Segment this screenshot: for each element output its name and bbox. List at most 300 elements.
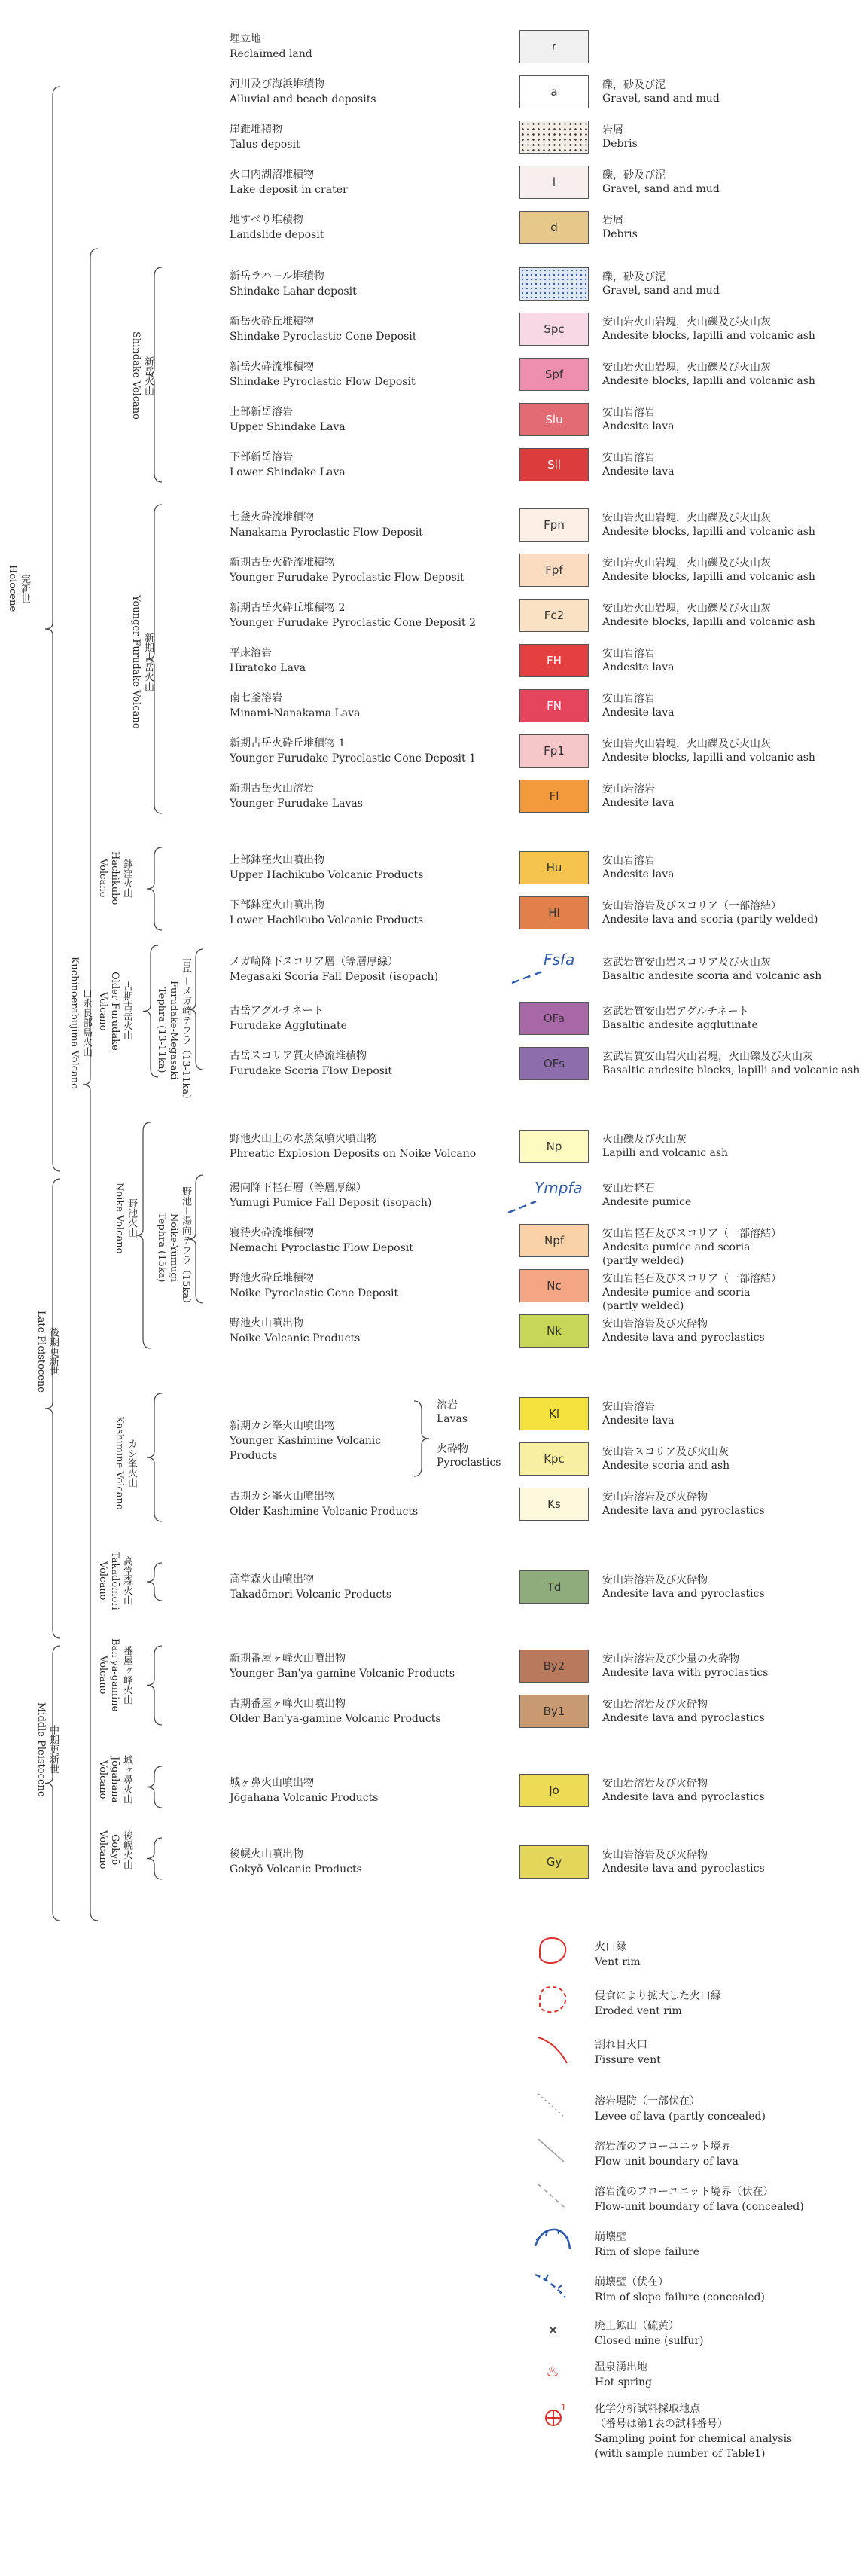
unit-name-ja: メガ崎降下スコリア層（等層厚線） xyxy=(230,956,398,968)
unit-name xyxy=(230,1489,516,1519)
unit-row-reclaimed xyxy=(0,30,865,66)
unit-name-ja: 崖錐堆積物 xyxy=(230,124,282,136)
svg-text:1: 1 xyxy=(561,2403,566,2413)
unit-name-ja: 高堂森火山噴出物 xyxy=(230,1573,314,1586)
unit-desc-en: Gravel, sand and mud xyxy=(602,183,720,195)
unit-desc xyxy=(602,78,862,105)
unit-desc-ja: 安山岩溶岩 xyxy=(602,452,655,464)
group-younger-furudake: 新期古岳火山 Younger Furudake Volcano xyxy=(130,595,154,729)
symbol-label xyxy=(595,1988,721,2019)
unit-box: Spf xyxy=(519,358,589,391)
unit-box: Sll xyxy=(519,448,589,481)
unit-desc xyxy=(602,899,862,926)
unit-name xyxy=(230,1003,516,1033)
unit-desc-en: Andesite lava xyxy=(602,868,675,881)
group-megasaki-tephra: 古岳－メガ崎テフラ（13-11ka） Furudake-Megasaki Tephra (13-11ka) xyxy=(156,957,191,1105)
unit-row-sll xyxy=(0,448,865,484)
unit-name-en: Alluvial and beach deposits xyxy=(230,93,376,105)
unit-box: Hu xyxy=(519,851,589,884)
unit-name-ja: 新期古岳火山溶岩 xyxy=(230,783,314,795)
symbol-text: Flow-unit boundary of lava (concealed) xyxy=(595,2201,804,2213)
unit-desc xyxy=(602,1491,862,1518)
unit-box xyxy=(519,267,589,301)
younger-kashimine-ja: 新期カシ峯火山噴出物 xyxy=(230,1420,335,1432)
closed-mine-icon xyxy=(547,2323,559,2339)
unit-desc-en: Gravel, sand and mud xyxy=(602,93,720,105)
younger-kashimine-en-1: Younger Kashimine Volcanic xyxy=(230,1435,382,1447)
unit-desc-ja: 安山岩軽石 xyxy=(602,1183,655,1195)
symbol-text: (with sample number of Table1) xyxy=(595,2448,766,2460)
unit-desc-en-2: (partly welded) xyxy=(602,1300,684,1312)
unit-name-en: Landslide deposit xyxy=(230,229,324,241)
symbol-text: （番号は第1表の試料番号） xyxy=(595,2418,728,2430)
group-middle-pleistocene: 中期更新世 Middle Pleistocene xyxy=(35,1702,59,1797)
levee-icon xyxy=(538,2094,564,2117)
unit-name xyxy=(230,1131,516,1161)
unit-row-np xyxy=(0,1130,865,1166)
unit-name-ja: 七釜火砕流堆積物 xyxy=(230,511,314,523)
unit-desc-en: Andesite blocks, lapilli and volcanic ash xyxy=(602,571,815,583)
symbol-text: 溶岩流のフローユニット境界（伏在） xyxy=(595,2186,774,2198)
unit-name-ja: 古岳アグルチネート xyxy=(230,1005,324,1017)
svg-text:♨: ♨ xyxy=(546,2362,559,2380)
pyro-ja: 火砕物 xyxy=(437,1443,468,1455)
unit-name xyxy=(230,212,516,243)
unit-box: By2 xyxy=(519,1650,589,1683)
unit-name-ja: 下部鉢窪火山噴出物 xyxy=(230,899,324,911)
unit-desc-ja: 安山岩溶岩 xyxy=(602,783,655,795)
unit-box: d xyxy=(519,211,589,244)
unit-name xyxy=(230,122,516,152)
unit-desc-en: Andesite lava xyxy=(602,1415,675,1427)
unit-desc xyxy=(602,511,862,539)
sampling-point-icon xyxy=(546,2403,566,2425)
unit-name xyxy=(230,691,516,721)
unit-desc xyxy=(602,1227,862,1268)
unit-name-en: Younger Ban'ya-gamine Volcanic Products xyxy=(230,1668,455,1680)
unit-desc-en: Andesite blocks, lapilli and volcanic ash xyxy=(602,616,815,628)
unit-desc-ja: 安山岩溶岩 xyxy=(602,407,655,419)
unit-box: OFs xyxy=(519,1047,589,1080)
unit-name-en: Reclaimed land xyxy=(230,48,312,60)
symbol-text: Closed mine (sulfur) xyxy=(595,2335,704,2347)
unit-name xyxy=(230,404,516,435)
unit-name-en: Yumugi Pumice Fall Deposit (isopach) xyxy=(230,1197,432,1209)
ympfa-label: Ympfa xyxy=(535,1179,583,1197)
unit-desc xyxy=(602,1653,862,1680)
symbol-label xyxy=(595,2184,804,2214)
unit-name xyxy=(230,1572,516,1602)
fsfa-label: Fsfa xyxy=(544,951,575,969)
unit-desc-ja: 安山岩溶岩及び少量の火砕物 xyxy=(602,1653,739,1665)
symbol-label xyxy=(595,2230,699,2260)
symbol-text: Rim of slope failure xyxy=(595,2246,700,2258)
unit-name xyxy=(230,1316,516,1346)
unit-name-ja: 新岳火砕丘堆積物 xyxy=(230,316,314,328)
unit-row-lahar xyxy=(0,267,865,304)
unit-box: Ks xyxy=(519,1488,589,1521)
unit-name xyxy=(230,167,516,197)
unit-box: Nk xyxy=(519,1314,589,1348)
unit-name-en: Younger Furudake Lavas xyxy=(230,798,363,810)
pyro-en: Pyroclastics xyxy=(437,1457,501,1469)
unit-name-ja: 新期古岳火砕丘堆積物 2 xyxy=(230,602,346,614)
unit-desc xyxy=(602,1133,862,1160)
unit-desc-en: Andesite lava xyxy=(602,797,675,809)
group-older-furudake: 古期古岳火山 Older Furudake Volcano xyxy=(97,972,132,1051)
symbol-text: Levee of lava (partly concealed) xyxy=(595,2111,766,2123)
group-banyagamine: 番屋ヶ峰火山 Ban'ya-gamine Volcano xyxy=(97,1638,132,1712)
svg-text:✕: ✕ xyxy=(547,2323,559,2339)
unit-box: Slu xyxy=(519,403,589,436)
unit-desc xyxy=(602,557,862,584)
unit-desc xyxy=(602,737,862,765)
fissure-vent-icon xyxy=(538,2037,567,2063)
lavas-en: Lavas xyxy=(437,1413,468,1425)
unit-name-en: Lower Hachikubo Volcanic Products xyxy=(230,914,424,926)
unit-desc-en: Andesite lava with pyroclastics xyxy=(602,1667,769,1679)
unit-desc xyxy=(602,956,862,983)
unit-name-en: Furudake Agglutinate xyxy=(230,1020,347,1032)
unit-name-en: Noike Pyroclastic Cone Deposit xyxy=(230,1287,399,1299)
unit-name-ja: 古期番屋ヶ峰火山噴出物 xyxy=(230,1698,346,1710)
unit-desc-en: Andesite pumice and scoria xyxy=(602,1241,751,1253)
unit-desc-en: Andesite lava xyxy=(602,465,675,478)
unit-name-en: Jōgahana Volcanic Products xyxy=(230,1792,379,1804)
unit-desc xyxy=(602,1182,862,1209)
unit-name-en: Lower Shindake Lava xyxy=(230,466,346,478)
unit-desc-ja: 安山岩溶岩 xyxy=(602,693,655,705)
unit-name xyxy=(230,1651,516,1681)
unit-box: Fpn xyxy=(519,508,589,542)
unit-name xyxy=(230,1271,516,1301)
unit-desc-en: Andesite lava and pyroclastics xyxy=(602,1712,765,1724)
unit-desc-en: Andesite lava and scoria (partly welded) xyxy=(602,914,818,926)
unit-name xyxy=(230,77,516,107)
group-takadomori: 高堂森火山 Takadōmori Volcano xyxy=(97,1552,132,1610)
unit-box: OFa xyxy=(519,1002,589,1035)
unit-box: By1 xyxy=(519,1695,589,1728)
unit-desc-ja: 玄武岩質安山岩スコリア及び火山灰 xyxy=(602,957,771,969)
unit-name-ja: 火口内湖沼堆積物 xyxy=(230,169,314,181)
unit-box: Hl xyxy=(519,896,589,929)
symbol-label xyxy=(595,2401,792,2462)
unit-desc-ja: 岩屑 xyxy=(602,215,623,227)
symbol-text: Flow-unit boundary of lava xyxy=(595,2156,739,2168)
unit-name-en: Megasaki Scoria Fall Deposit (isopach) xyxy=(230,971,439,983)
unit-box: Nc xyxy=(519,1269,589,1302)
symbol-text: 崩壊壁（伏在） xyxy=(595,2276,669,2288)
symbol-label xyxy=(595,1940,641,1970)
unit-name-ja: 新期番屋ヶ峰火山噴出物 xyxy=(230,1653,346,1665)
unit-desc xyxy=(602,854,862,881)
unit-desc xyxy=(602,270,862,298)
slope-failure-icon xyxy=(535,2230,570,2249)
unit-desc-ja: 安山岩スコリア及び火山灰 xyxy=(602,1446,729,1458)
unit-desc-en: Andesite lava and pyroclastics xyxy=(602,1791,765,1803)
unit-name xyxy=(230,1048,516,1079)
group-kashimine: カシ峯火山 Kashimine Volcano xyxy=(114,1416,137,1510)
unit-desc xyxy=(602,1848,862,1876)
unit-row-lake xyxy=(0,166,865,202)
unit-box: Fl xyxy=(519,780,589,813)
unit-desc-ja: 安山岩軽石及びスコリア（一部溶結） xyxy=(602,1273,781,1285)
unit-box: Np xyxy=(519,1130,589,1163)
symbol-text: 廃止鉱山（硫黄） xyxy=(595,2320,679,2332)
group-gokyo: 後幌火山 Gokyō Volcano xyxy=(97,1830,132,1869)
unit-name-en: Talus deposit xyxy=(230,139,300,151)
unit-desc-ja: 礫，砂及び泥 xyxy=(602,79,666,91)
unit-box: Spc xyxy=(519,313,589,346)
unit-desc-ja: 礫，砂及び泥 xyxy=(602,169,666,182)
unit-name xyxy=(230,1775,516,1805)
unit-name-ja: 新岳火砕流堆積物 xyxy=(230,361,314,373)
unit-desc xyxy=(602,124,862,151)
unit-name xyxy=(230,359,516,389)
symbol-text: 崩壊壁 xyxy=(595,2231,626,2243)
group-kuchinoerabujima: 口永良部島火山 Kuchinoerabujima Volcano xyxy=(69,957,92,1089)
unit-row-landslide xyxy=(0,211,865,247)
unit-desc-en: Andesite scoria and ash xyxy=(602,1460,730,1472)
unit-name-en: Younger Furudake Pyroclastic Cone Deposit 2 xyxy=(230,617,476,629)
unit-box: Kpc xyxy=(519,1442,589,1476)
unit-desc-en: Andesite blocks, lapilli and volcanic ash xyxy=(602,752,815,764)
symbol-label xyxy=(595,2094,766,2124)
unit-name-en: Minami-Nanakama Lava xyxy=(230,707,361,719)
unit-name-en: Takadōmori Volcanic Products xyxy=(230,1589,392,1601)
unit-desc-ja: 安山岩溶岩及び火砕物 xyxy=(602,1849,708,1861)
unit-name-ja: 上部新岳溶岩 xyxy=(230,406,293,418)
unit-name xyxy=(230,954,516,984)
unit-desc xyxy=(602,647,862,674)
symbol-label xyxy=(595,2360,652,2390)
unit-desc xyxy=(602,361,862,388)
unit-desc-ja: 安山岩火山岩塊，火山礫及び火山灰 xyxy=(602,557,771,569)
group-late-pleistocene: 後期更新世 Late Pleistocene xyxy=(35,1311,59,1393)
group-jogahana: 城ヶ鼻火山 Jōgahana Volcano xyxy=(97,1755,132,1804)
unit-desc-en: Andesite lava and pyroclastics xyxy=(602,1863,765,1875)
unit-desc-ja: 火山礫及び火山灰 xyxy=(602,1134,687,1146)
symbol-text: 溶岩流のフローユニット境界 xyxy=(595,2141,732,2153)
unit-box: Fpf xyxy=(519,554,589,587)
unit-name-ja: 河川及び海浜堆積物 xyxy=(230,78,324,90)
slope-failure-concealed-icon xyxy=(535,2275,565,2297)
unit-name-en: Younger Furudake Pyroclastic Cone Deposit 1 xyxy=(230,752,476,765)
unit-desc-ja: 安山岩火山岩塊，火山礫及び火山灰 xyxy=(602,362,771,374)
symbol-text: Sampling point for chemical analysis xyxy=(595,2433,793,2445)
unit-name xyxy=(230,853,516,883)
unit-row-nc xyxy=(0,1269,865,1312)
unit-desc-en: Andesite blocks, lapilli and volcanic ash xyxy=(602,526,815,538)
unit-desc-en: Basaltic andesite scoria and volcanic ash xyxy=(602,970,822,982)
unit-box: Jo xyxy=(519,1774,589,1807)
unit-name-ja: 新期古岳火砕丘堆積物 1 xyxy=(230,737,346,749)
unit-name xyxy=(230,736,516,766)
unit-box: l xyxy=(519,166,589,199)
group-holocene: 完新世 Holocene xyxy=(7,565,30,612)
unit-name-en: Noike Volcanic Products xyxy=(230,1332,361,1344)
unit-desc xyxy=(602,1698,862,1725)
unit-desc-en: Andesite blocks, lapilli and volcanic ash xyxy=(602,375,815,387)
unit-desc-en: Gravel, sand and mud xyxy=(602,285,720,297)
unit-name-en: Older Kashimine Volcanic Products xyxy=(230,1506,419,1518)
unit-row-fpn xyxy=(0,508,865,545)
unit-desc-en: Andesite lava and pyroclastics xyxy=(602,1332,765,1344)
unit-desc-ja: 安山岩溶岩及びスコリア（一部溶結） xyxy=(602,900,781,912)
symbol-label xyxy=(595,2037,661,2068)
unit-row-alluvial xyxy=(0,75,865,111)
unit-name-en: Older Ban'ya-gamine Volcanic Products xyxy=(230,1713,441,1725)
unit-box: FH xyxy=(519,644,589,677)
symbol-text: 侵食により拡大した火口縁 xyxy=(595,1990,721,2002)
unit-desc xyxy=(602,1573,862,1601)
vent-rim-icon xyxy=(540,1938,565,1963)
unit-name-ja: 平床溶岩 xyxy=(230,647,272,659)
unit-box: FN xyxy=(519,689,589,722)
unit-name xyxy=(230,898,516,928)
unit-name-ja: 新岳ラハール堆積物 xyxy=(230,270,324,282)
unit-desc xyxy=(602,1777,862,1804)
unit-name-en: Nemachi Pyroclastic Flow Deposit xyxy=(230,1242,413,1254)
unit-name-ja: 城ヶ鼻火山噴出物 xyxy=(230,1777,314,1789)
symbol-text: 割れ目火口 xyxy=(595,2039,647,2051)
unit-desc-ja: 安山岩溶岩及び火砕物 xyxy=(602,1318,708,1330)
unit-name-en: Gokyō Volcanic Products xyxy=(230,1863,362,1876)
unit-name-ja: 古岳スコリア質火砕流堆積物 xyxy=(230,1050,367,1062)
unit-name-en: Hiratoko Lava xyxy=(230,662,306,674)
unit-name-ja: 地すべり堆積物 xyxy=(230,214,303,226)
symbol-label xyxy=(595,2275,765,2305)
unit-name xyxy=(230,314,516,344)
unit-name-ja: 野池火砕丘堆積物 xyxy=(230,1272,314,1284)
unit-desc xyxy=(602,1050,862,1077)
unit-box: Kl xyxy=(519,1397,589,1430)
unit-desc-ja: 安山岩溶岩 xyxy=(602,855,655,867)
unit-desc xyxy=(602,1317,862,1344)
younger-kashimine-en-2: Products xyxy=(230,1450,278,1462)
symbol-text: Vent rim xyxy=(595,1956,641,1968)
unit-name-en: Phreatic Explosion Deposits on Noike Volcano xyxy=(230,1148,477,1160)
unit-desc-ja: 礫，砂及び泥 xyxy=(602,271,666,283)
symbol-text: Rim of slope failure (concealed) xyxy=(595,2291,765,2303)
flow-unit-icon xyxy=(538,2139,564,2162)
unit-name-ja: 湯向降下軽石層（等層厚線） xyxy=(230,1182,367,1194)
unit-name xyxy=(230,781,516,811)
unit-name-ja: 野池火山噴出物 xyxy=(230,1317,303,1329)
unit-box: Npf xyxy=(519,1224,589,1257)
unit-name xyxy=(230,450,516,480)
unit-name-ja: 後幌火山噴出物 xyxy=(230,1848,303,1860)
unit-desc-en: Andesite lava xyxy=(602,420,675,432)
unit-desc-en: Andesite pumice and scoria xyxy=(602,1286,751,1299)
unit-desc-en: Basaltic andesite blocks, lapilli and volcanic ash xyxy=(602,1064,860,1076)
unit-desc xyxy=(602,406,862,433)
unit-desc xyxy=(602,214,862,241)
unit-desc-ja: 玄武岩質安山岩アグルチネート xyxy=(602,1006,749,1018)
unit-name-en: Shindake Pyroclastic Cone Deposit xyxy=(230,331,417,343)
unit-desc-en: Andesite lava xyxy=(602,661,675,673)
unit-desc xyxy=(602,1005,862,1032)
unit-desc-ja: 玄武岩質安山岩火山岩塊，火山礫及び火山灰 xyxy=(602,1051,813,1063)
unit-row-ofs xyxy=(0,1047,865,1083)
unit-desc-ja: 安山岩溶岩及び火砕物 xyxy=(602,1699,708,1711)
unit-name-en: Furudake Scoria Flow Deposit xyxy=(230,1065,393,1077)
unit-desc-en: Andesite lava and pyroclastics xyxy=(602,1505,765,1517)
unit-desc xyxy=(602,316,862,343)
symbol-label xyxy=(595,2318,704,2349)
symbol-text: 火口縁 xyxy=(595,1941,626,1953)
unit-desc xyxy=(602,692,862,719)
unit-name xyxy=(230,32,516,62)
unit-name-en: Shindake Lahar deposit xyxy=(230,285,357,298)
unit-name xyxy=(230,555,516,585)
unit-desc-en: Debris xyxy=(602,138,638,150)
unit-row-fpf xyxy=(0,554,865,590)
unit-name xyxy=(230,600,516,630)
unit-desc-ja: 安山岩軽石及びスコリア（一部溶結） xyxy=(602,1228,781,1240)
unit-name-ja: 古期カシ峯火山噴出物 xyxy=(230,1491,335,1503)
unit-box: Gy xyxy=(519,1845,589,1879)
unit-desc xyxy=(602,602,862,629)
unit-desc-ja: 安山岩溶岩 xyxy=(602,1401,655,1413)
group-shindake: 新岳火山 Shindake Volcano xyxy=(130,331,154,420)
unit-desc-ja: 安山岩火山岩塊，火山礫及び火山灰 xyxy=(602,738,771,750)
unit-desc-ja: 安山岩火山岩塊，火山礫及び火山灰 xyxy=(602,316,771,328)
lavas-ja: 溶岩 xyxy=(437,1399,458,1412)
unit-desc-ja: 安山岩溶岩 xyxy=(602,648,655,660)
unit-name-en: Upper Shindake Lava xyxy=(230,421,346,433)
unit-desc-en-2: (partly welded) xyxy=(602,1255,684,1267)
unit-row-talus xyxy=(0,121,865,157)
unit-desc xyxy=(602,451,862,478)
unit-desc-ja: 安山岩火山岩塊，火山礫及び火山灰 xyxy=(602,603,771,615)
unit-name xyxy=(230,1847,516,1877)
unit-name xyxy=(230,269,516,299)
symbol-text: 化学分析試料採取地点 xyxy=(595,2403,700,2415)
symbol-text: 溶岩堤防（一部伏在） xyxy=(595,2095,700,2107)
unit-name xyxy=(230,646,516,676)
unit-desc-ja: 安山岩火山岩塊，火山礫及び火山灰 xyxy=(602,512,771,524)
unit-desc-en: Lapilli and volcanic ash xyxy=(602,1147,729,1159)
unit-name-en: Younger Furudake Pyroclastic Flow Deposit xyxy=(230,572,464,584)
unit-name xyxy=(230,1180,516,1210)
symbol-label xyxy=(595,2139,739,2169)
unit-name xyxy=(230,1696,516,1726)
unit-desc-ja: 安山岩溶岩及び火砕物 xyxy=(602,1574,708,1586)
symbol-text: Fissure vent xyxy=(595,2054,661,2066)
unit-name-ja: 寝待火砕流堆積物 xyxy=(230,1227,314,1239)
unit-box: Fp1 xyxy=(519,734,589,768)
unit-name-ja: 南七釜溶岩 xyxy=(230,692,282,704)
unit-name-ja: 埋立地 xyxy=(230,33,261,45)
unit-desc xyxy=(602,1272,862,1313)
unit-desc-en: Debris xyxy=(602,228,638,240)
unit-box: Fc2 xyxy=(519,599,589,632)
unit-desc-en: Andesite lava and pyroclastics xyxy=(602,1588,765,1600)
unit-desc-en: Basaltic andesite agglutinate xyxy=(602,1019,758,1031)
group-noike: 野池火山 Noike Volcano xyxy=(114,1183,137,1254)
unit-desc xyxy=(602,783,862,810)
unit-name xyxy=(230,510,516,540)
unit-name-en: Lake deposit in crater xyxy=(230,184,348,196)
unit-row-nk xyxy=(0,1314,865,1351)
unit-name-ja: 新期古岳火砕流堆積物 xyxy=(230,557,335,569)
unit-name-en: Nanakama Pyroclastic Flow Deposit xyxy=(230,526,423,539)
symbol-text: 温泉湧出地 xyxy=(595,2361,647,2373)
symbol-text: Eroded vent rim xyxy=(595,2005,682,2017)
unit-box: a xyxy=(519,75,589,108)
unit-box xyxy=(519,121,589,154)
